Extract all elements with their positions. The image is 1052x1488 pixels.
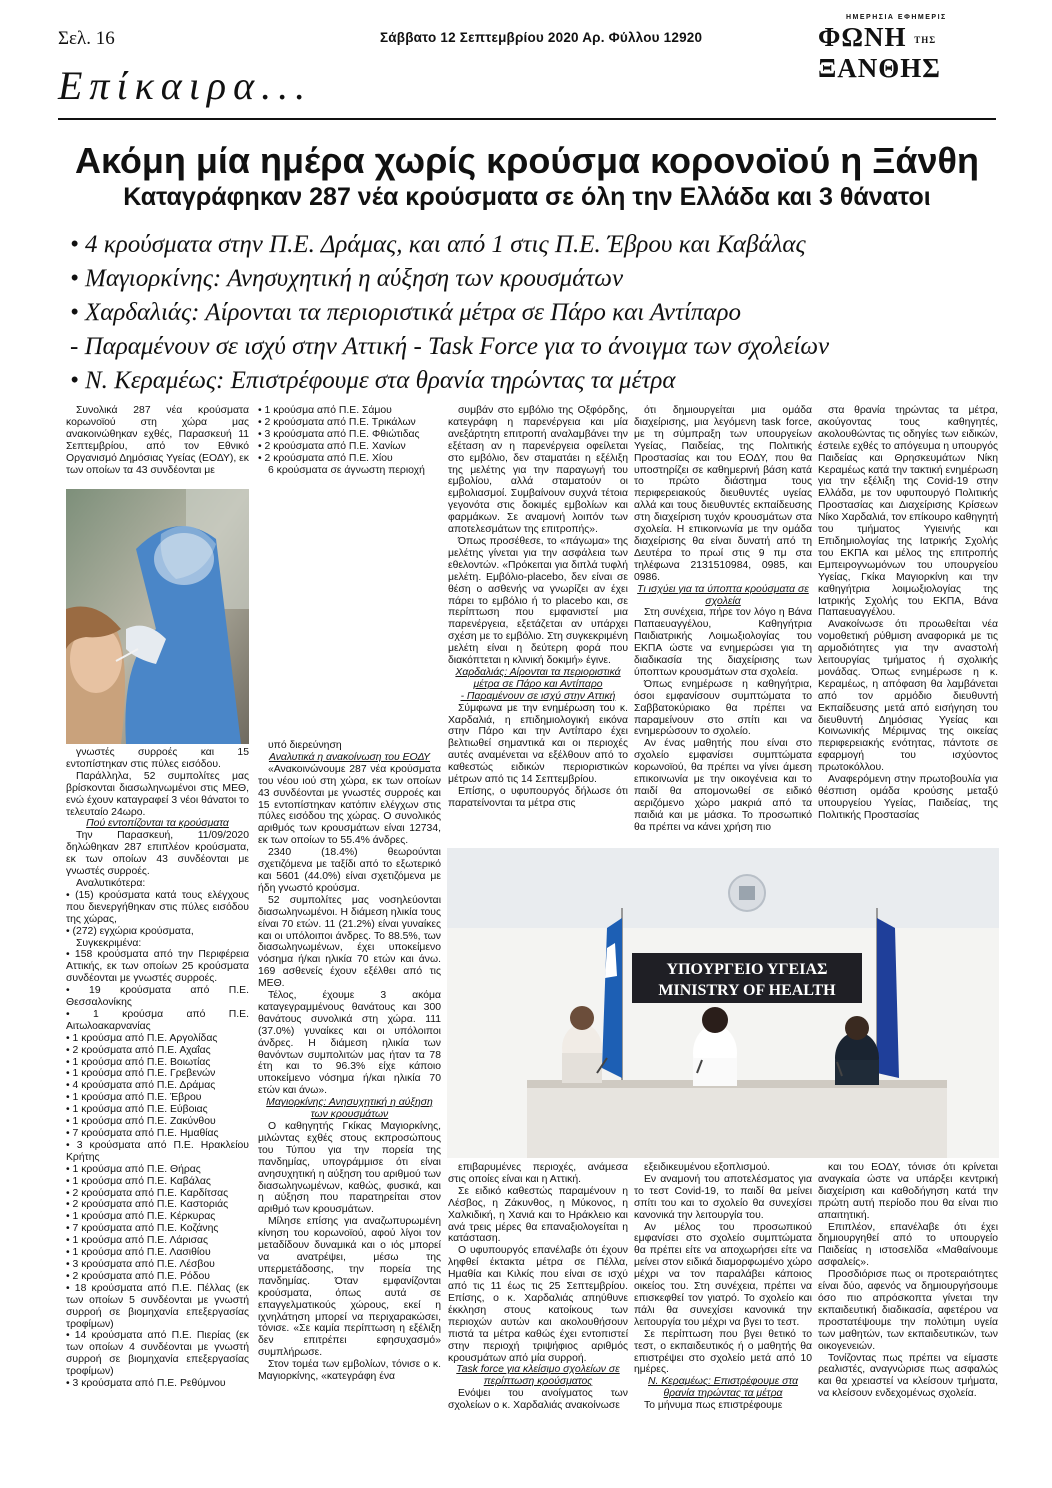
column-4-top [634, 405, 812, 834]
article-paragraph: Στον τομέα των εμβολίων, τόνισε ο κ. Μαγιορκίνης, «κατεγράφη ένα [258, 1359, 441, 1383]
summary-bullet: • 4 κρούσματα στην Π.Ε. Δράμας, και από 1 στις Π.Ε. Έβρου και Καβάλας [70, 231, 806, 258]
swab-test-photo [66, 489, 249, 744]
article-paragraph: Στη συνέχεια, πήρε τον λόγο η Βάνα Παπαευαγγέλου, Καθηγήτρια Παιδιατρικής Λοιμωξιολογίας του ΕΚΠΑ ώστε να ενημερώσει για τη διαδικασία της διαχείρισης των ύποπτων κρουσμάτων στα σχολεία. [634, 607, 812, 678]
article-paragraph: και του ΕΟΔΥ, τόνισε ότι κρίνεται αναγκαία ώστε να υπάρξει κεντρική διαχείριση και καθοδήγηση κατά την πρώτη αυτή περίοδο που θα είναι πιο απαιτητική. [818, 1162, 998, 1221]
article-paragraph: • 4 κρούσματα από Π.Ε. Δράμας [66, 1080, 216, 1092]
article-paragraph: • 158 κρούσματα από την Περιφέρεια Αττικής, εκ των οποίων 25 κρούσματα συνδέονται με γνωστές συρροές. [66, 949, 249, 985]
article-paragraph: • 1 κρούσμα από Π.Ε. Λάρισας [66, 1235, 209, 1247]
column-4-bottom [634, 1162, 812, 1412]
article-paragraph: • (15) κρούσματα κατά τους ελέγχους που διενεργήθηκαν στις πύλες εισόδου της χώρας, [66, 889, 249, 925]
article-paragraph: Αν ένας μαθητής που είναι στο σχολείο εμφανίσει συμπτώματα κορωνοϊού, θα πρέπει να γίνει άμεση επικοινωνία με την οικογένεια και το παιδί θα απομονωθεί σε ειδικό αεριζόμενο χώρο μακριά από τα παιδιά και με μάσκα. Το προσωπικό θα πρέπει να κάνει χρήση πιο [634, 738, 812, 833]
logo-name [818, 22, 994, 84]
article-paragraph: Αν μέλος του προσωπικού εμφανίσει στο σχολείο συμπτώματα θα πρέπει είτε να αποχωρήσει είτε να μείνει στον ειδικά διαμορφωμένο χώρο μέχρι να τον παραλάβει κάποιος οικείος του. Στη συνέχεια, πρέπει να επισκεφθεί τον γιατρό. Το σχολείο και πάλι θα συνεχίσει κανονικά την λειτουργία του μέχρι να βγει το τεστ. [634, 1221, 812, 1328]
article-paragraph: • 2 κρούσματα από Π.Ε. Ρόδου [66, 1270, 210, 1282]
logo-word-xanthis: ΞΑΝΘΗΣ [818, 53, 941, 83]
article-paragraph: • 3 κρούσματα από Π.Ε. Ηρακλείου Κρήτης [66, 1139, 249, 1163]
article-paragraph: επιβαρυμένες περιοχές, ανάμεσα στις οποίες είναι και η Αττική. [448, 1162, 628, 1185]
article-subheading: Τι ισχύει για τα ύποπτα κρούσματα σε σχολεία [637, 583, 809, 607]
article-subheading: Task force για κλείσιμο σχολείων σε περίπτωση κρούσματος [456, 1364, 620, 1388]
swab-test-illustration [66, 489, 249, 744]
sign-line-2: MINISTRY OF HEALTH [658, 982, 836, 999]
article-subheading: Αναλυτικά η ανακοίνωση του ΕΟΔΥ [268, 751, 431, 763]
article-subheading: Χαρδαλιάς: Αίρονται τα περιοριστικά μέτρα σε Πάρο και Αντίπαρο [455, 666, 621, 690]
article-paragraph: Αναλυτικότερα: [76, 877, 146, 889]
article-paragraph: Προσδιόρισε πως οι προτεραιότητες είναι δύο, αφενός να δημιουργήσουμε όσο πιο απρόσκοπτα γίνεται την εκπαιδευτική διαδικασία, αφετέρου να προστατέψουμε την πολύτιμη υγεία των μαθητών, των εκπαιδευτικών, των οικογενειών. [818, 1269, 998, 1352]
article-paragraph: • 7 κρούσματα από Π.Ε. Κοζάνης [66, 1223, 219, 1235]
article-paragraph: • 14 κρούσματα από Π.Ε. Πιερίας (εκ των οποίων 4 συνδέονται με γνωστή συρροή σε βιομηχανία επεξεργασίας τροφίμων) [66, 1330, 249, 1378]
logo-word-tis: ΤΗΣ [914, 34, 937, 45]
article-paragraph: Σε περίπτωση που βγει θετικό το τεστ, ο εκπαιδευτικός ή ο μαθητής θα επιστρέψει στο σχολείο μετά από 10 ημέρες. [634, 1328, 812, 1376]
article-paragraph: • 1 κρούσμα από Π.Ε. Έβρου [66, 1092, 202, 1104]
article-paragraph: Επίσης, ο υφυπουργός δήλωσε ότι παρατείνονται τα μέτρα στις [448, 786, 628, 809]
article-paragraph: Ο καθηγητής Γκίκας Μαγιορκίνης, μιλώντας εχθές στους εκπροσώπους του Τύπου για την πορεία της πανδημίας, υπογράμμισε ότι είναι ανησυχητική η αύξηση του αριθμού των διασωληνωμένων, καθώς, φυσικά, και η αύξηση που παρατηρείται στον αριθμό των κρουσμάτων. [258, 1121, 441, 1216]
article-subheading: Ν. Κεραμέως: Επιστρέφουμε στα θρανία τηρώντας τα μέτρα [647, 1376, 799, 1400]
article-paragraph: • 1 κρούσμα από Π.Ε. Βοιωτίας [66, 1056, 211, 1068]
article-paragraph: Ενόψει του ανοίγματος των σχολείων ο κ. Χαρδαλιάς ανακοίνωσε [448, 1388, 628, 1412]
article-paragraph: • (272) εγχώρια κρούσματα, [66, 925, 194, 937]
article-subheading: - Παραμένουν σε ισχύ στην Αττική [460, 690, 616, 702]
article-paragraph: Όπως προσέθεσε, το «πάγωμα» της μελέτης γίνεται για την ασφάλεια των εθελοντών. «Πρόκειται για διπλά τυφλή μελέτη. Εμβόλιο-placebo, δεν είναι σε θέση ο ασθενής να γνωρίζει αν έχει πάρει το εμβόλιο ή το placebo και, σε περίπτωση που εμφανιστεί μια παρενέργεια, εξετάζεται αν υπάρχει σχέση με το εμβόλιο. Στη συγκεκριμένη μελέτη είναι η δεύτερη φορά που διακόπτεται η κλινική δοκιμή» έγινε. [448, 535, 628, 667]
summary-bullet: - Παραμένουν σε ισχύ στην Αττική - Task Force για το άνοιγμα των σχολείων [70, 333, 830, 360]
article-paragraph: • 1 κρούσμα από Π.Ε. Κέρκυρας [66, 1211, 216, 1223]
article-paragraph: Ο υφυπουργός επανέλαβε ότι έχουν ληφθεί έκτακτα μέτρα σε Πέλλα, Ημαθία και Κιλκίς που είναι σε ισχύ από τις 11 έως τις 25 Σεπτεμβρίου. Επίσης, ο κ. Χαρδαλιάς απηύθυνε έκκληση στους κατοίκους των περιοχών αυτών και ακολουθήσουν πιστά τα μέτρα καθώς έχει εντοπιστεί στην περιοχή τριψήφιος αριθμός κρουσμάτων από μία συρροή. [448, 1245, 628, 1364]
article-paragraph: • 1 κρούσμα από Π.Ε. Αιτωλοακαρνανίας [66, 1008, 249, 1032]
article-paragraph: Όπως ενημέρωσε η καθηγήτρια, όσοι εμφανίσουν συμπτώματα το Σαββατοκύριακο θα πρέπει να παραμείνουν στο σπίτι και να ενημερώσουν το σχολείο. [634, 678, 812, 738]
column-5-bottom [818, 1162, 998, 1400]
article-paragraph: υπό διερεύνηση [268, 740, 342, 751]
article-paragraph: Επιπλέον, επανέλαβε ότι έχει δημιουργηθεί από το υπουργείο Παιδείας η ιστοσελίδα «Μαθαίνουμε ασφαλείς». [818, 1221, 998, 1269]
article-subheading: Μαγιορκίνης: Ανησυχητική η αύξηση των κρουσμάτων [266, 1097, 433, 1121]
newspaper-logo [818, 14, 994, 83]
sign-line-1: ΥΠΟΥΡΓΕΙΟ ΥΓΕΙΑΣ [666, 961, 828, 978]
section-title: Επίκαιρα... [58, 63, 313, 108]
article-paragraph: Ανακοίνωσε ότι προωθείται νέα νομοθετική ρύθμιση αναφορικά με τις αρμοδιότητες για την αναστολή λειτουργίας τμήματος ή σχολικής μονάδας. Όπως ενημέρωσε η κ. Κεραμέως, η απόφαση θα λαμβάνεται από τον αρμόδιο διευθυντή Εκπαίδευσης μετά από εισήγηση του διευθυντή Δημόσιας Υγείας και Κοινωνικής Μέριμνας της οικείας περιφερειακής ενότητας, πάντοτε σε εφαρμογή του ισχύοντος πρωτοκόλλου. [818, 619, 998, 774]
summary-bullet: • Ν. Κεραμέως: Επιστρέφουμε στα θρανία τηρώντας τα μέτρα [70, 367, 676, 394]
article-subheading: Πού εντοπίζονται τα κρούσματα [86, 818, 229, 830]
article-paragraph: Παράλληλα, 52 συμπολίτες μας βρίσκονται διασωληνωμένοι στις ΜΕΘ, ενώ έχουν καταγραφεί 3 νέοι θάνατοι το τελευταίο 24ωρο. [66, 770, 249, 818]
article-paragraph: • 3 κρούσματα από Π.Ε. Φθιώτιδας [258, 428, 420, 440]
article-paragraph: • 2 κρούσματα από Π.Ε. Καρδίτσας [66, 1187, 229, 1199]
page-number: Σελ. 16 [58, 28, 115, 49]
column-2-bottom [258, 740, 441, 1383]
article-paragraph: Το μήνυμα πως επιστρέφουμε [644, 1400, 783, 1412]
article-paragraph: • 1 κρούσμα από Π.Ε. Λασιθίου [66, 1247, 211, 1259]
article-paragraph: • 3 κρούσματα από Π.Ε. Ρεθύμνου [66, 1378, 226, 1390]
column-1-top [66, 405, 249, 476]
article-paragraph: • 1 κρούσμα από Π.Ε. Σάμου [258, 405, 392, 416]
article-paragraph: γνωστές συρροές και 15 εντοπίστηκαν στις πύλες εισόδου. [66, 747, 249, 770]
header-divider [58, 118, 996, 120]
article-paragraph: Τέλος, έχουμε 3 ακόμα καταγεγραμμένους θανάτους και 300 θανάτους συνολικά στη χώρα. 111 (37.0%) γυναίκες και οι υπόλοιποι άνδρες. Η διάμεση ηλικία των θανόντων συμπολιτών μας ήταν τα 78 έτη και το 96.3% είχε κάποιο υποκείμενο νόσημα ή/και ηλικία 70 ετών και άνω». [258, 990, 441, 1097]
article-paragraph: • 2 κρούσματα από Π.Ε. Τρικάλων [258, 416, 416, 428]
article-paragraph: Συνολικά 287 νέα κρούσματα κορωνοϊού στη χώρα μας ανακοινώθηκαν εχθές, Παρασκευή 11 Σεπτεμβρίου, από τον Εθνικό Οργανισμό Δημόσιας Υγείας (ΕΟΔΥ), εκ των οποίων τα 43 συνδέονται με [66, 405, 249, 476]
article-paragraph: Τονίζοντας πως πρέπει να είμαστε ρεαλιστές, αναγνώρισε πως ασφαλώς και θα χρειαστεί να κλείσουν τμήματα, να κλείσουν ενδεχομένως σχολεία. [818, 1352, 998, 1400]
article-paragraph: • 2 κρούσματα από Π.Ε. Καστοριάς [66, 1199, 229, 1211]
article-paragraph: ότι δημιουργείται μια ομάδα διαχείρισης, μια λεγόμενη task force, με τη σύμπραξη των υπουργείων Υγείας, Παιδείας, της Πολιτικής Προστασίας και του ΕΟΔΥ, που θα υποστηρίζει σε καθημερινή βάση κατά το πρώτο διάστημα τους περιφερειακούς διευθυντές υγείας αλλά και τους διευθυντές εκπαίδευσης στη διαχείριση τυχόν κρουσμάτων στα σχολεία. Η επικοινωνία με την ομάδα διαχείρισης θα είναι δυνατή από τη Δευτέρα το πρωί στις 9 πμ στα τηλέφωνα 2131510984, 0985, και 0986. [634, 405, 812, 583]
article-paragraph: • 18 κρούσματα από Π.Ε. Πέλλας (εκ των οποίων 5 συνδέονται με γνωστή συρροή σε βιομηχανία επεξεργασίας τροφίμων) [66, 1282, 249, 1330]
article-paragraph: • 2 κρούσματα από Π.Ε. Χίου [258, 452, 393, 464]
logo-word-foni: ΦΩΝΗ [818, 22, 907, 52]
summary-bullet: • Χαρδαλιάς: Αίρονται τα περιοριστικά μέτρα σε Πάρο και Αντίπαρο [70, 299, 742, 326]
article-paragraph: Σύμφωνα με την ενημέρωση του κ. Χαρδαλιά, η επιδημιολογική εικόνα στην Πάρο και την Αντίπαρο έχει βελτιωθεί σημαντικά και οι περιοχές αυτές αναμένεται να εξέλθουν από το καθεστώς ειδικών περιοριστικών μέτρων από τις 14 Σεπτεμβρίου. [448, 702, 628, 786]
article-paragraph: Μίλησε επίσης για αναζωπυρωμένη κίνηση του κορωνοϊού, αφού λίγοι τον μεταδίδουν δυναμικά και ο ιός μπορεί να ανατρέψει, μέσω της υπερμετάδοσης, την πορεία της πανδημίας. Όταν εμφανίζονται κρούσματα, όπως αυτά σε επαγγελματικούς χώρους, εκεί η ιχνηλάτηση μπορεί να περιχαρακώσει, τόνισε. «Σε καμία περίπτωση η εξέλιξη δεν επιτρέπει εφησυχασμό» συμπλήρωσε. [258, 1216, 441, 1359]
article-paragraph: • 1 κρούσμα από Π.Ε. Γρεβενών [66, 1068, 216, 1080]
column-5-top [818, 405, 998, 822]
article-paragraph: 6 κρούσματα σε άγνωστη περιοχή [268, 464, 425, 476]
article-paragraph: • 3 κρούσματα από Π.Ε. Λέσβου [66, 1258, 215, 1270]
column-2-top [258, 405, 441, 476]
summary-bullets [70, 228, 1000, 398]
logo-tagline: ΗΜΕΡΗΣΙΑ ΕΦΗΜΕΡΙΣ [846, 14, 947, 21]
headline: Ακόμη μία ημέρα χωρίς κρούσμα κορονοϊού η Ξάνθη [74, 140, 979, 181]
article-paragraph: Σε ειδικό καθεστώς παραμένουν η Λέσβος, η Ζάκυνθος, η Μύκονος, η Χαλκιδική, η Χανιά και το Ηράκλειο και ανά τρεις μέρες θα επαναξιολογείται η κατάσταση. [448, 1185, 628, 1245]
column-3-top [448, 405, 628, 810]
article-paragraph: • 2 κρούσματα από Π.Ε. Αχαΐας [66, 1044, 211, 1056]
article-paragraph: • 1 κρούσμα από Π.Ε. Καβάλας [66, 1175, 211, 1187]
article-paragraph: • 2 κρούσματα από Π.Ε. Χανίων [258, 440, 406, 452]
article-paragraph: • 1 κρούσμα από Π.Ε. Αργολίδας [66, 1032, 218, 1044]
article-paragraph: Την Παρασκευή, 11/09/2020 δηλώθηκαν 287 επιπλέον κρούσματα, εκ των οποίων 43 συνδέονται με γνωστές συρροές. [66, 830, 249, 878]
article-paragraph: Συγκεκριμένα: [76, 937, 142, 949]
article-paragraph: • 1 κρούσμα από Π.Ε. Ζακύνθου [66, 1116, 216, 1128]
press-conference-photo [447, 848, 999, 1158]
article-paragraph: 2340 (18.4%) θεωρούνται σχετιζόμενα με ταξίδι από το εξωτερικό και 5601 (44.0%) είναι σχετιζόμενα με ήδη γνωστό κρούσμα. [258, 847, 441, 894]
column-1-bottom [66, 747, 249, 1390]
article-paragraph: Εν αναμονή του αποτελέσματος για το τεστ Covid-19, το παιδί θα μείνει σπίτι του και το σχολείο θα συνεχίσει κανονικά την λειτουργία του. [634, 1173, 812, 1221]
article-paragraph: • 1 κρούσμα από Π.Ε. Θήρας [66, 1163, 201, 1175]
article-paragraph: 52 συμπολίτες μας νοσηλεύονται διασωληνωμένοι. Η διάμεση ηλικία τους είναι 70 ετών. 11 (21.2%) είναι γυναίκες και οι υπόλοιποι άνδρες. Το 88.5%, των διασωληνωμένων, έχει υποκείμενο νόσημα ή/και ηλικία 70 ετών και άνω. 169 ασθενείς έχουν εξέλθει από τις ΜΕΘ. [258, 894, 441, 990]
article-paragraph: εξειδικευμένου εξοπλισμού. [644, 1162, 771, 1173]
article-paragraph: συμβάν στο εμβόλιο της Οξφόρδης, κατεγράφη η παρενέργεια και μία ανεξάρτητη επιτροπή αναλαμβάνει την εξέταση αν η παρενέργεια οφείλεται στο εμβόλιο, δεν σταματάει η εξέλιξη της μελέτης για την παραγωγή του εμβολίου, αλλά σταματούν οι εμβολιασμοί. Συμβαίνουν συχνά τέτοια γεγονότα στις δοκιμές εμβολίων και φαρμάκων. Σε αναμονή λοιπόν των αποτελεσμάτων της επιτροπής». [448, 405, 628, 536]
issue-date: Σάββατο 12 Σεπτεμβρίου 2020 Αρ. Φύλλου 12920 [380, 30, 703, 45]
article-paragraph: • 1 κρούσμα από Π.Ε. Εύβοιας [66, 1104, 208, 1116]
article-paragraph: στα θρανία τηρώντας τα μέτρα, ακούγοντας τους καθηγητές, ακολουθώντας τις οδηγίες των ειδικών, έστειλε εχθές το απόγευμα η υπουργός Παιδείας και Θρησκευμάτων Νίκη Κεραμέως κατά την τακτική ενημέρωση για την εξέλιξη της Covid-19 στην Ελλάδα, με τον υφυπουργό Πολιτικής Προστασίας και Διαχείρισης Κρίσεων Νίκο Χαρδαλιά, τον επίκουρο καθηγητή του τμήματος Υγιεινής και Επιδημιολογίας της Ιατρικής Σχολής του ΕΚΠΑ και μέλος της επιτροπής Εμπειρογνωμόνων του υπουργείου Υγείας, Γκίκα Μαγιορκίνη και την καθηγήτρια λοιμωξιολογίας της Ιατρικής Σχολής του ΕΚΠΑ, Βάνα Παπαευαγγέλου. [818, 405, 998, 619]
article-paragraph: «Ανακοινώνουμε 287 νέα κρούσματα του νέου ιού στη χώρα, εκ των οποίων 43 συνδέονται με γνωστές συρροές και 15 εντοπίστηκαν κατόπιν ελέγχων στις πύλες εισόδου της χώρας. Ο συνολικός αριθμός των κρουσμάτων είναι 12734, εκ των οποίων το 55.4% άνδρες. [258, 763, 441, 847]
column-3-bottom [448, 1162, 628, 1412]
summary-bullet: • Μαγιορκίνης: Ανησυχητική η αύξηση των κρουσμάτων [70, 265, 624, 292]
article-paragraph: • 7 κρούσματα από Π.Ε. Ημαθίας [66, 1128, 219, 1139]
article-paragraph: • 19 κρούσματα από Π.Ε. Θεσσαλονίκης [66, 985, 249, 1009]
press-conference-illustration [447, 848, 999, 1158]
subheadline: Καταγράφηκαν 287 νέα κρούσματα σε όλη την Ελλάδα και 3 θάνατοι [123, 183, 931, 211]
article-paragraph: Αναφερόμενη στην πρωτοβουλία για θέσπιση ομάδα κρούσης μεταξύ υπουργείου Υγείας, Παιδείας, της Πολιτικής Προστασίας [818, 774, 998, 821]
